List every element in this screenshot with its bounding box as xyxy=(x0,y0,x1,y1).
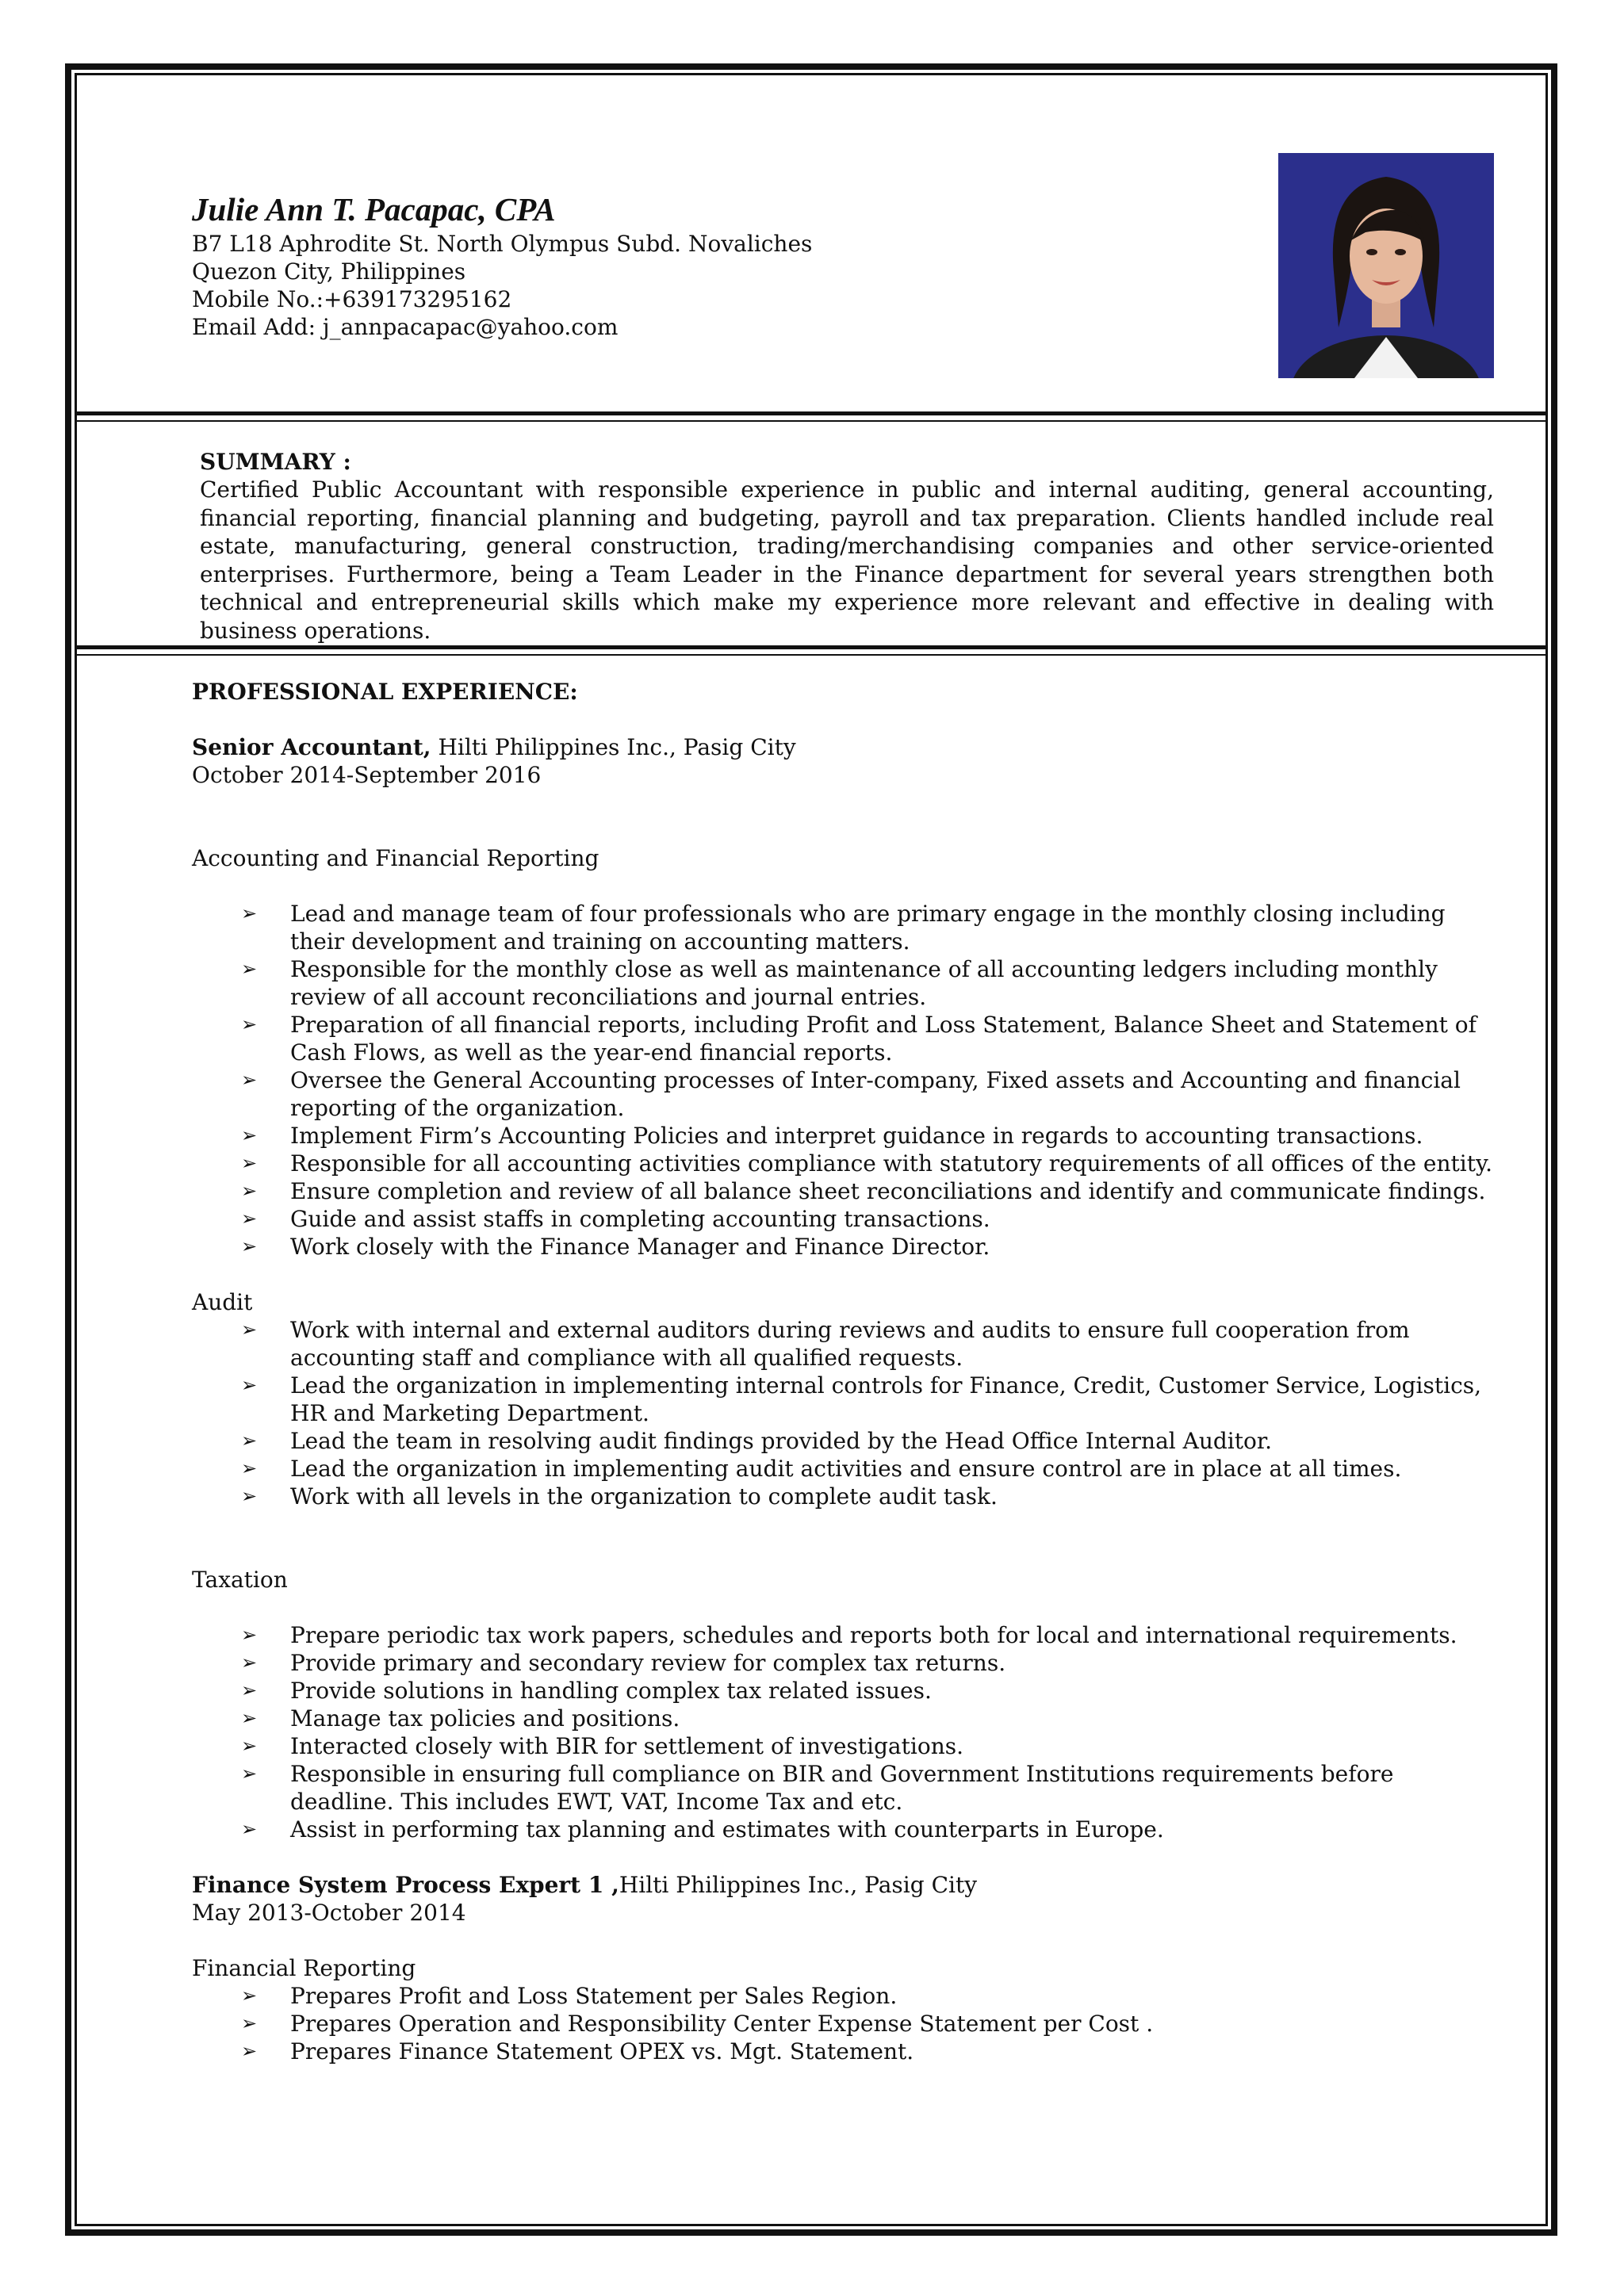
header-divider-bottom xyxy=(75,420,1548,422)
list-item: ➢ Prepares Operation and Responsibility Center Expense Statement per Cost . xyxy=(241,2011,1154,2037)
arrow-bullet-icon: ➢ xyxy=(241,1457,258,1479)
arrow-bullet-icon: ➢ xyxy=(241,1374,258,1396)
arrow-bullet-icon: ➢ xyxy=(241,1235,258,1257)
list-item: ➢ Prepare periodic tax work papers, schedules and reports both for local and international requirements. xyxy=(241,1622,1457,1648)
job-2-company: Hilti Philippines Inc., Pasig City xyxy=(619,1872,978,1898)
arrow-bullet-icon: ➢ xyxy=(241,1984,258,2007)
arrow-bullet-icon: ➢ xyxy=(241,1707,258,1729)
summary-divider-top xyxy=(75,645,1548,649)
arrow-bullet-icon: ➢ xyxy=(241,1152,258,1174)
list-item: ➢ Work with internal and external auditors during reviews and audits to ensure full cooperation from accounting staff and compliance with all qualified requests. xyxy=(241,1317,1410,1371)
arrow-bullet-icon: ➢ xyxy=(241,1069,258,1091)
list-item: ➢ Responsible in ensuring full compliance on BIR and Government Institutions requirements before deadline. This includes EWT, VAT, Income Tax and etc. xyxy=(241,1761,1394,1815)
arrow-bullet-icon: ➢ xyxy=(241,1013,258,1035)
arrow-bullet-icon: ➢ xyxy=(241,902,258,924)
contact-header xyxy=(192,192,812,341)
arrow-bullet-icon: ➢ xyxy=(241,958,258,980)
arrow-bullet-icon: ➢ xyxy=(241,1818,258,1840)
job-1-section-heading: Audit xyxy=(192,1289,253,1315)
header-divider-top xyxy=(75,411,1548,415)
list-item: ➢ Provide solutions in handling complex tax related issues. xyxy=(241,1678,932,1704)
list-item: ➢ Guide and assist staffs in completing accounting transactions. xyxy=(241,1206,990,1232)
list-item: ➢ Implement Firm’s Accounting Policies and interpret guidance in regards to accounting transactions. xyxy=(241,1123,1423,1149)
list-item: ➢ Lead the team in resolving audit findings provided by the Head Office Internal Auditor. xyxy=(241,1428,1273,1454)
arrow-bullet-icon: ➢ xyxy=(241,1762,258,1785)
arrow-bullet-icon: ➢ xyxy=(241,2012,258,2034)
list-item: ➢ Lead the organization in implementing audit activities and ensure control are in place at all times. xyxy=(241,1456,1402,1482)
applicant-name: Julie Ann T. Pacapac, CPA xyxy=(192,191,556,228)
job-1-accounting-list xyxy=(192,900,1500,1261)
arrow-bullet-icon: ➢ xyxy=(241,1207,258,1230)
list-item: ➢ Interacted closely with BIR for settlement of investigations. xyxy=(241,1733,963,1759)
list-item: ➢ Provide primary and secondary review for complex tax returns. xyxy=(241,1650,1006,1676)
summary-divider-bottom xyxy=(75,654,1548,656)
job-2-title-line xyxy=(192,1871,1500,1899)
job-1-dates: October 2014-September 2016 xyxy=(192,762,542,788)
experience-section xyxy=(192,678,1500,2065)
job-2-dates: May 2013-October 2014 xyxy=(192,1900,466,1926)
list-item: ➢ Ensure completion and review of all balance sheet reconciliations and identify and communicate findings. xyxy=(241,1178,1486,1204)
address-line-2: Quezon City, Philippines xyxy=(192,258,466,285)
list-item: ➢ Work with all levels in the organization to complete audit task. xyxy=(241,1483,998,1510)
arrow-bullet-icon: ➢ xyxy=(241,1485,258,1507)
arrow-bullet-icon: ➢ xyxy=(241,1624,258,1646)
arrow-bullet-icon: ➢ xyxy=(241,1651,258,1674)
list-item: ➢ Assist in performing tax planning and estimates with counterparts in Europe. xyxy=(241,1816,1164,1843)
arrow-bullet-icon: ➢ xyxy=(241,1429,258,1452)
summary-section xyxy=(200,449,1494,645)
job-1-audit-list xyxy=(192,1316,1500,1510)
experience-title: PROFESSIONAL EXPERIENCE: xyxy=(192,679,578,705)
job-1-section-heading: Taxation xyxy=(192,1567,288,1593)
list-item: ➢ Oversee the General Accounting processes of Inter-company, Fixed assets and Accounting and financial reporting of the organization. xyxy=(241,1067,1461,1121)
list-item: ➢ Manage tax policies and positions. xyxy=(241,1705,680,1732)
list-item: ➢ Preparation of all financial reports, including Profit and Loss Statement, Balance Sheet and Statement of Cash Flows, as well as the year-end financial reports. xyxy=(241,1012,1477,1066)
job-2-reporting-list xyxy=(192,1982,1500,2065)
list-item: ➢ Lead the organization in implementing internal controls for Finance, Credit, Customer Service, Logistics, HR and Marketing Department. xyxy=(241,1372,1482,1426)
summary-title: SUMMARY : xyxy=(200,449,351,475)
arrow-bullet-icon: ➢ xyxy=(241,1124,258,1146)
applicant-photo xyxy=(1278,153,1494,378)
arrow-bullet-icon: ➢ xyxy=(241,1735,258,1757)
job-1-section-heading: Accounting and Financial Reporting xyxy=(192,845,599,871)
list-item: ➢ Lead and manage team of four professionals who are primary engage in the monthly closing including their development and training on accounting matters. xyxy=(241,901,1446,955)
arrow-bullet-icon: ➢ xyxy=(241,1318,258,1341)
arrow-bullet-icon: ➢ xyxy=(241,1180,258,1202)
list-item: ➢ Responsible for the monthly close as well as maintenance of all accounting ledgers including monthly review of all account reconciliations and journal entries. xyxy=(241,956,1438,1010)
job-2-section-heading: Financial Reporting xyxy=(192,1955,416,1981)
job-2-position: Finance System Process Expert 1 , xyxy=(192,1872,619,1898)
job-1-company: Hilti Philippines Inc., Pasig City xyxy=(431,734,796,760)
list-item: ➢ Responsible for all accounting activities compliance with statutory requirements of all offices of the entity. xyxy=(241,1150,1492,1177)
arrow-bullet-icon: ➢ xyxy=(241,1679,258,1701)
job-1-taxation-list xyxy=(192,1621,1500,1843)
job-1-position: Senior Accountant, xyxy=(192,734,431,760)
list-item: ➢ Prepares Finance Statement OPEX vs. Mgt. Statement. xyxy=(241,2038,914,2064)
arrow-bullet-icon: ➢ xyxy=(241,2040,258,2062)
mobile-number: Mobile No.:+639173295162 xyxy=(192,286,512,312)
job-1-title-line xyxy=(192,733,1500,761)
email-address: Email Add: j_annpacapac@yahoo.com xyxy=(192,314,619,340)
summary-text: Certified Public Accountant with responsible experience in public and internal auditing, general accounting, financial reporting, financial planning and budgeting, payroll and tax preparation. Clients handled include real estate, manufacturing, general construction, trading/merchandising companies and other service-oriented enterprises. Furthermore, being a Team Leader in the Finance department for several years strengthen both technical and entrepreneurial skills which make my experience more relevant and effective in dealing with business operations. xyxy=(200,476,1494,644)
list-item: ➢ Prepares Profit and Loss Statement per Sales Region. xyxy=(241,1983,898,2009)
address-line-1: B7 L18 Aphrodite St. North Olympus Subd. Novaliches xyxy=(192,231,813,257)
list-item: ➢ Work closely with the Finance Manager and Finance Director. xyxy=(241,1234,990,1260)
